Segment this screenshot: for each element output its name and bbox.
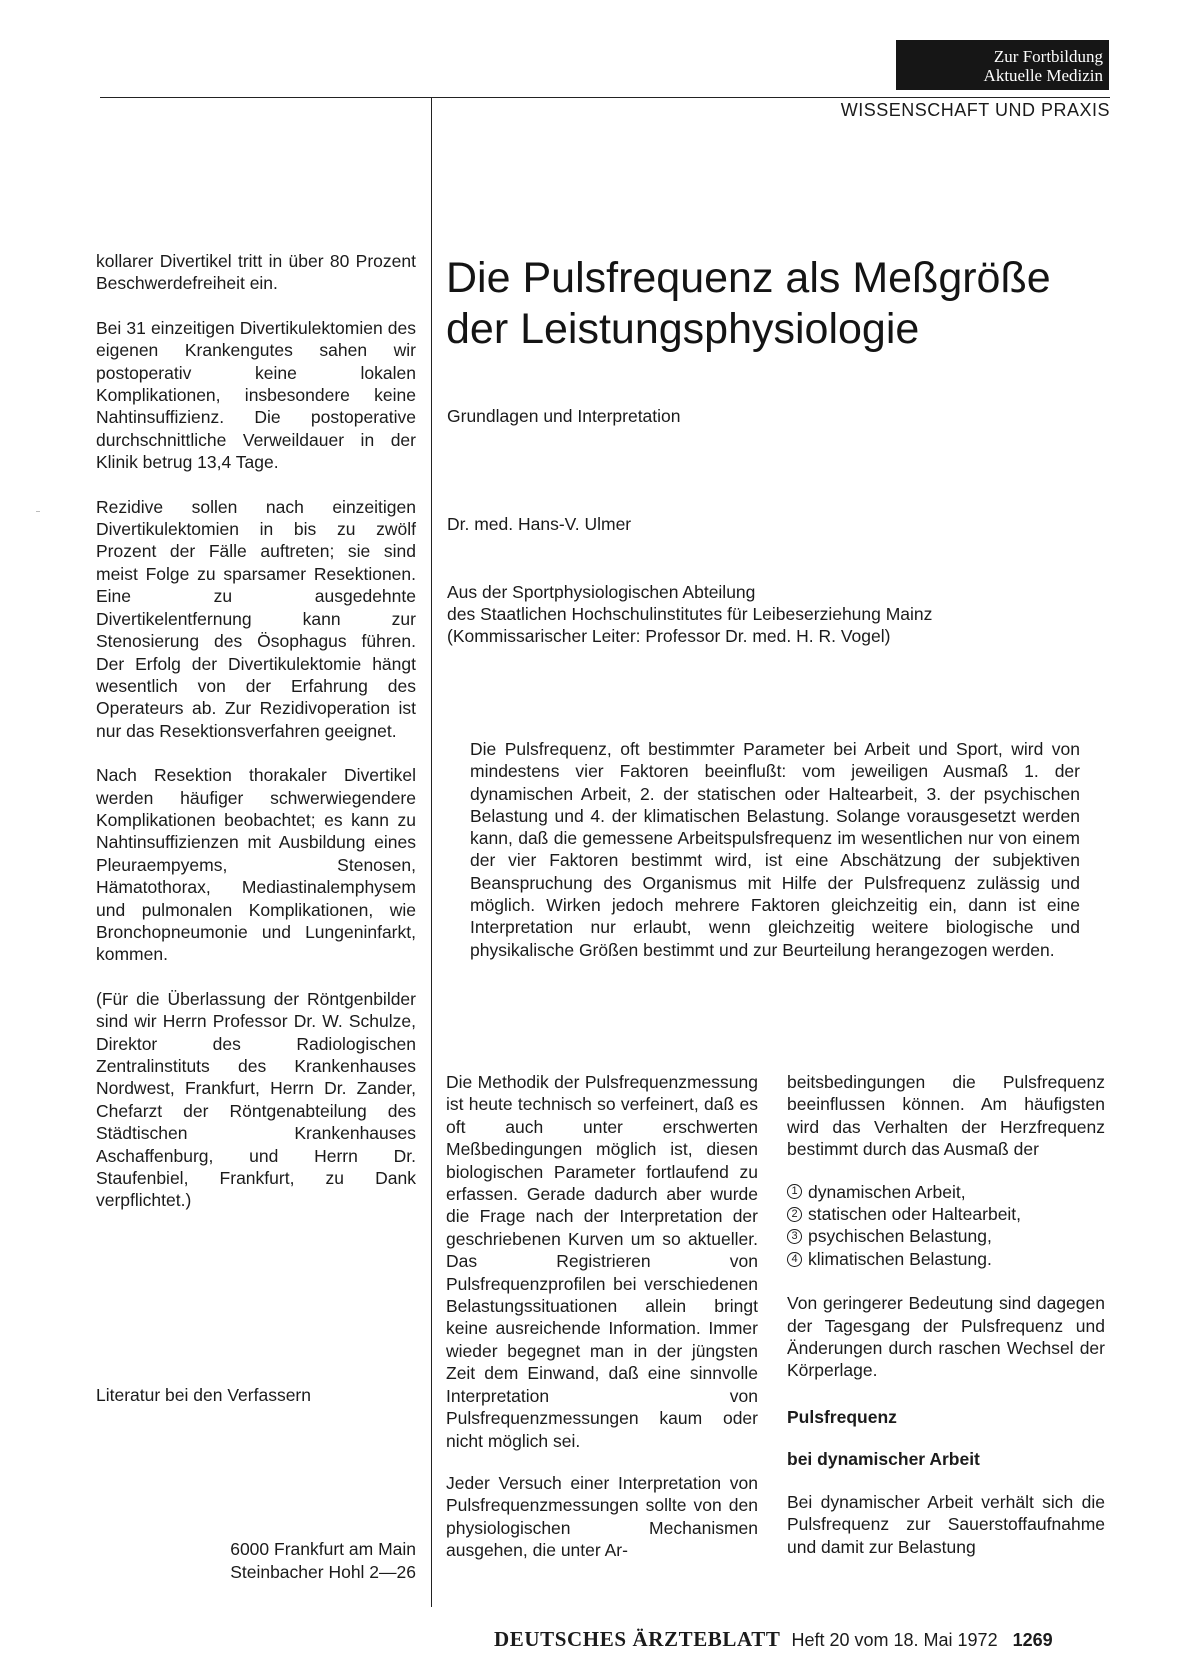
header-rule bbox=[100, 97, 1110, 98]
affiliation-line-1: Aus der Sportphysiologischen Abteilung bbox=[447, 582, 756, 602]
heading-line-2: bei dynamischer Arbeit bbox=[787, 1449, 980, 1470]
column-divider bbox=[431, 97, 432, 1607]
left-paragraph: kollarer Divertikel tritt in über 80 Prozent Beschwerdefreiheit ein. bbox=[96, 251, 416, 294]
affiliation bbox=[447, 581, 932, 647]
affiliation-line-3: (Kommissarischer Leiter: Professor Dr. med. H. R. Vogel) bbox=[447, 626, 891, 646]
body-paragraph: beitsbedingungen die Pulsfrequenz beeinflussen können. Am häufigsten wird das Verhalten der Herzfrequenz bestimmt durch das Ausmaß der bbox=[787, 1072, 1105, 1160]
left-paragraph: Bei 31 einzeitigen Divertikulektomien des eigenen Krankengutes sahen wir postoperativ keine lokalen Komplikationen, insbesondere keine Nahtinsuffizienz. Die postoperative durchschnittliche Verweildauer in der Klinik betrug 13,4 Tage. bbox=[96, 317, 416, 473]
body-paragraph: Jeder Versuch einer Interpretation von Pulsfrequenzmessungen sollte von den physiologischen Mechanismen ausgehen, die unter Ar- bbox=[446, 1472, 758, 1561]
badge-line-1: Zur Fortbildung bbox=[993, 47, 1103, 66]
factor-item bbox=[787, 1225, 1105, 1247]
circled-number: 3 bbox=[787, 1229, 802, 1244]
author-address bbox=[201, 1538, 416, 1583]
body-column-3 bbox=[787, 1071, 1105, 1578]
margin-mark bbox=[36, 511, 40, 512]
body-paragraph: Von geringerer Bedeutung sind dagegen der Tagesgang der Pulsfrequenz und Änderungen durch raschen Wechsel der Körperlage. bbox=[787, 1293, 1105, 1381]
article-author: Dr. med. Hans-V. Ulmer bbox=[447, 514, 632, 534]
page-footer bbox=[494, 1627, 1053, 1652]
article-subtitle: Grundlagen und Interpretation bbox=[447, 406, 681, 426]
left-paragraph: Nach Resektion thorakaler Divertikel werden häufiger schwerwiegendere Komplikationen beobachtet; es kann zu Nahtinsuffizienzen mit Ausbildung eines Pleuraempyems, Stenosen, Hämatothorax, Mediastinalemphysem und pulmonalen Komplikationen, wie Bronchopneumonie und Lungeninfarkt, kommen. bbox=[96, 765, 416, 965]
left-column-text bbox=[96, 250, 416, 1234]
section-label: WISSENSCHAFT UND PRAXIS bbox=[840, 100, 1110, 120]
circled-number: 2 bbox=[787, 1207, 802, 1222]
subsection-heading bbox=[787, 1406, 1105, 1471]
factor-text: psychischen Belastung, bbox=[808, 1226, 992, 1247]
factor-item bbox=[787, 1181, 1105, 1203]
factor-item bbox=[787, 1248, 1105, 1270]
issue-info: Heft 20 vom 18. Mai 1972 bbox=[791, 1630, 998, 1650]
factor-text: dynamischen Arbeit, bbox=[808, 1181, 966, 1202]
body-paragraph: Bei dynamischer Arbeit verhält sich die Pulsfrequenz zur Sauerstoffaufnahme und damit zur Belastung bbox=[787, 1491, 1105, 1557]
factor-text: statischen oder Haltearbeit, bbox=[808, 1204, 1022, 1225]
circled-number: 1 bbox=[787, 1184, 802, 1199]
affiliation-line-2: des Staatlichen Hochschulinstitutes für Leibeserziehung Mainz bbox=[447, 604, 933, 624]
heading-line-1: Pulsfrequenz bbox=[787, 1406, 897, 1427]
article-title: Die Pulsfrequenz als Meßgröße der Leistungsphysiologie bbox=[446, 254, 1051, 353]
journal-name: DEUTSCHES ÄRZTEBLATT bbox=[494, 1627, 781, 1651]
badge-line-2: Aktuelle Medizin bbox=[983, 66, 1103, 85]
factor-item bbox=[787, 1203, 1105, 1225]
body-paragraph: Die Methodik der Pulsfrequenzmessung ist heute technisch so verfeinert, daß es oft auch unter erschwerten Meßbedingungen möglich ist, diesen biologischen Parameter fortlaufend zu erfassen. Gerade dadurch aber wurde die Frage nach der Interpretation der geschriebenen Kurven um so aktueller. Das Registrieren von Pulsfrequenzprofilen bei verschiedenen Belastungssituationen allein bringt keine ausreichende Information. Immer wieder begegnet man in der jüngsten Zeit dem Einwand, daß eine sinnvolle Interpretation von Pulsfrequenzmessungen kaum oder nicht möglich sei. bbox=[446, 1072, 758, 1451]
body-column-2 bbox=[446, 1071, 758, 1582]
factor-text: klimatischen Belastung. bbox=[808, 1248, 992, 1269]
left-paragraph: (Für die Überlassung der Röntgenbilder sind wir Herrn Professor Dr. W. Schulze, Direktor des Radiologischen Zentralinstituts des Krankenhauses Nordwest, Frankfurt, Herrn Dr. Zander, Chefarzt der Röntgenabteilung des Städtischen Krankenhauses Aschaffenburg, und Herrn Dr. Staufenbiel, Frankfurt, zu Dank verpflichtet.) bbox=[96, 988, 416, 1211]
circled-number: 4 bbox=[787, 1252, 802, 1267]
address-line-2: Steinbacher Hohl 2—26 bbox=[230, 1561, 416, 1582]
left-paragraph: Rezidive sollen nach einzeitigen Divertikulektomien in bis zu zwölf Prozent der Fälle auftreten; sie sind meist Folge zu sparsamer Resektionen. Eine zu ausgedehnte Divertikelentfernung kann zur Stenosierung des Ösophagus führen. Der Erfolg der Divertikulektomie hängt wesentlich von der Erfahrung des Operateurs ab. Zur Rezidivoperation ist nur das Resektionsverfahren geeignet. bbox=[96, 496, 416, 741]
factor-list bbox=[787, 1181, 1105, 1271]
rubric-badge bbox=[896, 40, 1109, 90]
abstract: Die Pulsfrequenz, oft bestimmter Parameter bei Arbeit und Sport, wird von mindestens vier Faktoren beeinflußt: vom jeweiligen Ausmaß 1. der dynamischen Arbeit, 2. der statischen oder Haltearbeit, 3. der psychischen Belastung und 4. der klimatischen Belastung. Solange vorausgesetzt werden kann, daß die gemessene Arbeitspulsfrequenz im wesentlichen nur von einem der vier Faktoren bestimmt wird, ist eine Abschätzung der subjektiven Beanspruchung des Organismus mit Hilfe der Pulsfrequenz zulässig und möglich. Wirken jedoch mehrere Faktoren gleichzeitig ein, dann ist eine Interpretation nur erlaubt, wenn gleichzeitig weitere biologische und physikalische Größen bestimmt und zur Beurteilung herangezogen werden. bbox=[470, 739, 1080, 960]
page-number: 1269 bbox=[1012, 1630, 1053, 1650]
literature-note: Literatur bei den Verfassern bbox=[96, 1385, 311, 1405]
address-line-1: 6000 Frankfurt am Main bbox=[230, 1539, 416, 1559]
